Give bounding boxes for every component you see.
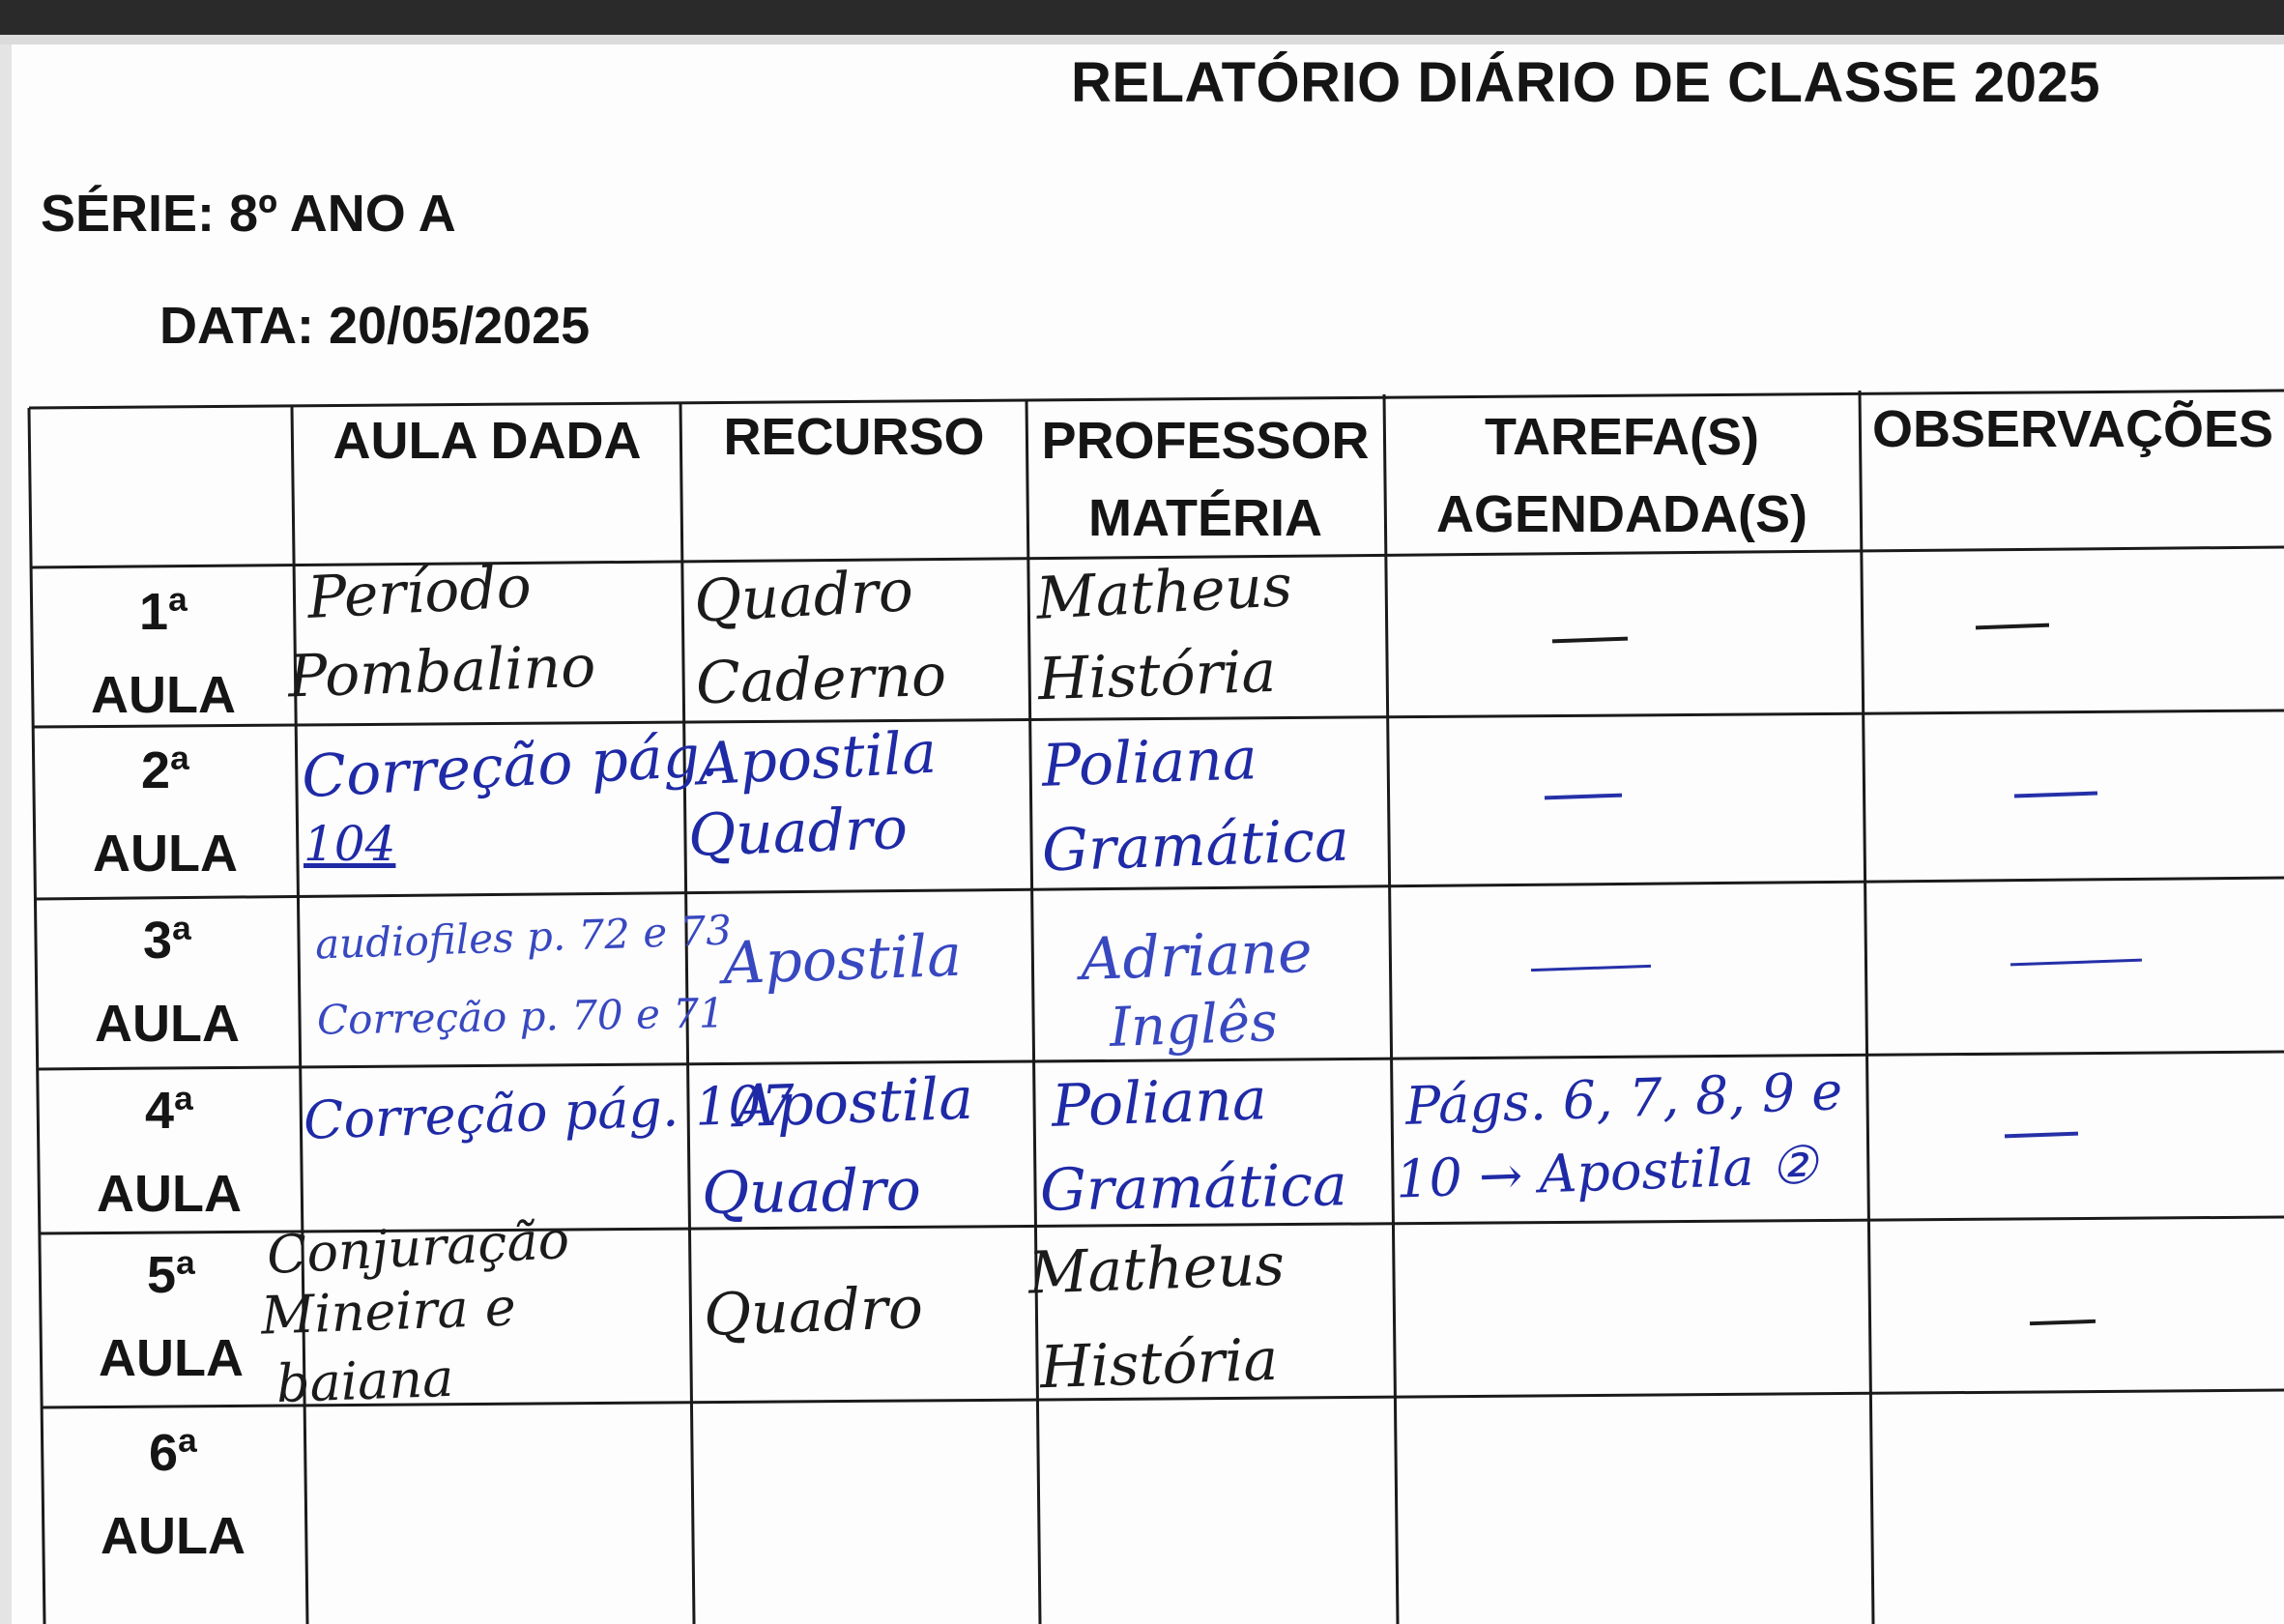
row3-professor-line1: Adriane [1079,917,1314,995]
row5-professor-line1: Matheus [1026,1231,1287,1308]
row-aula-4: AULA [97,1165,242,1223]
header-aula-dada-label: AULA DADA [332,412,642,470]
row-aula-3: AULA [95,995,240,1053]
row-label-1 [62,570,265,737]
header-professor-line2: MATÉRIA [1088,489,1322,547]
scan-shadow [0,35,2284,44]
scan-top-border [0,0,2284,35]
row-label-4 [68,1069,271,1235]
header-tarefa-line1: TAREFA(S) [1485,408,1759,466]
document-title: RELATÓRIO DIÁRIO DE CLASSE 2025 [1071,51,2101,114]
row-label-6 [72,1411,275,1578]
row2-aula-dada-line2: 104 [304,816,396,872]
row1-obs-dash [1976,624,2049,630]
row4-recurso-line2: Quadro [701,1156,922,1228]
row2-aula-dada-line1: Correção pág. [300,721,720,812]
row2-professor-line2: Gramática [1040,806,1350,885]
row3-tarefa-dash [1531,965,1651,972]
row2-recurso-line1: Apostila [696,718,939,799]
row-label-2 [64,729,267,895]
row-label-3 [66,899,269,1065]
row4-tarefa-line2: 10 → Apostila ② [1395,1134,1819,1210]
row1-aula-dada-line1: Período [305,552,534,633]
row1-recurso-line1: Quadro [692,557,915,636]
row-aula-1: AULA [91,666,236,724]
row-num-5: 5ª [146,1246,196,1304]
row1-recurso-line2: Caderno [694,641,948,718]
row3-professor-line2: Inglês [1108,990,1279,1060]
row3-recurso-line1: Apostila [721,921,964,999]
row1-aula-dada-line2: Pombalino [286,632,597,711]
header-tarefa [1386,398,1858,553]
row1-professor-line2: História [1036,637,1278,714]
row-num-4: 4ª [144,1082,194,1140]
row4-professor-line2: Gramática [1039,1151,1348,1225]
row3-aula-dada-line2: Correção p. 70 e 71 [316,989,726,1044]
row-label-5 [70,1233,273,1400]
row1-professor-line1: Matheus [1034,552,1294,633]
row3-aula-dada-line1: audiofiles p. 72 e 73 [314,906,733,969]
header-observacoes [1862,394,2284,464]
header-recurso [682,402,1026,472]
row3-obs-dash [2010,959,2142,967]
header-tarefa-line2: AGENDADA(S) [1436,485,1807,543]
row2-recurso-line2: Quadro [686,795,909,870]
header-recurso-label: RECURSO [723,408,985,466]
row5-recurso-line1: Quadro [702,1274,924,1349]
serie-label: SÉRIE: 8º ANO A [41,185,456,243]
row5-aula-dada-line1: Conjuração [265,1208,571,1287]
row2-tarefa-dash [1545,794,1622,800]
row4-professor-line1: Poliana [1050,1065,1268,1141]
row2-obs-dash [2014,792,2097,798]
row-aula-2: AULA [93,825,238,883]
row2-professor-line1: Poliana [1040,725,1258,800]
row-aula-6: AULA [101,1507,246,1565]
date-label: DATA: 20/05/2025 [159,297,591,355]
row5-professor-line2: História [1038,1325,1280,1403]
row5-obs-dash [2030,1320,2096,1325]
row-aula-5: AULA [99,1329,244,1387]
row5-aula-dada-line2: Mineira e [259,1276,517,1347]
row4-aula-dada-line1: Correção pág. 107 [303,1073,796,1151]
header-observacoes-label: OBSERVAÇÕES [1871,400,2274,458]
row-num-6: 6ª [148,1424,198,1482]
row-num-2: 2ª [140,741,190,799]
row-num-1: 1ª [138,583,188,641]
row-num-3: 3ª [142,912,192,970]
row5-aula-dada-line3: baiana [275,1347,455,1415]
scan-left-edge [0,44,12,1624]
header-professor [1028,402,1382,557]
row1-tarefa-dash [1552,637,1628,644]
row4-recurso-line1: Apostila [733,1064,975,1142]
header-professor-line1: PROFESSOR [1041,412,1370,470]
row4-obs-dash [2005,1132,2078,1139]
row4-tarefa-line1: Págs. 6, 7, 8, 9 e [1404,1060,1844,1137]
header-aula-dada [295,406,679,476]
